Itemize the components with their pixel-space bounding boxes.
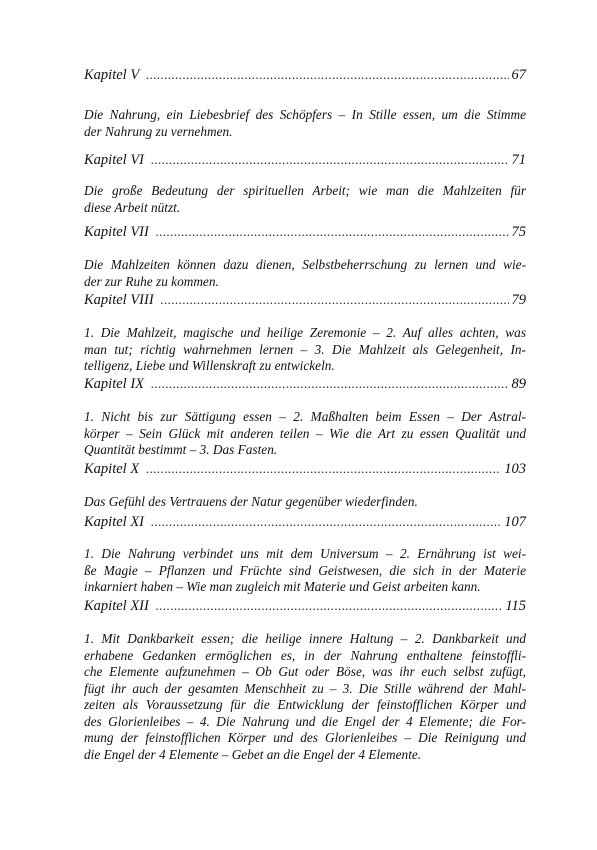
page-number: 115 (505, 598, 526, 614)
page-number: 67 (511, 67, 526, 83)
description-line: Die Nahrung, ein Liebesbrief des Schöpfers – In Stille essen, um die Stimme (84, 107, 526, 122)
chapter-description (84, 631, 526, 763)
description-line: erhabene Gedanken ermöglichen es, in der Nahrung enthaltene feinstoffli- (84, 647, 526, 663)
description-line: körper – Sein Glück mit anderen teilen – Wie die Art zu essen Qualität und (84, 425, 526, 441)
description-line: ße Magie – Pflanzen und Früchte sind Geistwesen, die sich in der Materie (84, 562, 526, 578)
toc-entry-kapitel-12 (84, 597, 526, 763)
chapter-description (84, 546, 526, 596)
dot-leader (161, 291, 509, 309)
description-line: Das Gefühl des Vertrauens der Natur gegenüber wiederfinden. (84, 494, 418, 509)
description-line: che Elemente aufzunehmen – Ob Gut oder Böse, was ihr euch selbst zufügt, (84, 664, 526, 679)
description-line: 1. Mit Dankbarkeit essen; die heilige innere Haltung – 2. Dankbarkeit und (84, 631, 526, 646)
chapter-title: Kapitel V (84, 67, 140, 83)
toc-heading (84, 513, 526, 531)
chapter-description (84, 183, 526, 216)
description-line: mung der feinstofflichen Körper und des Glorienleibes – Die Reinigung und (84, 730, 526, 745)
chapter-title: Kapitel X (84, 461, 140, 477)
chapter-title: Kapitel XII (84, 598, 149, 614)
toc-entry-kapitel-11 (84, 513, 526, 596)
chapter-title: Kapitel VIII (84, 292, 154, 308)
dot-leader (151, 513, 501, 531)
toc-entry-kapitel-5 (84, 66, 526, 140)
page-number: 107 (504, 514, 526, 530)
toc-heading (84, 151, 526, 169)
description-line: der zur Ruhe zu kommen. (84, 273, 219, 289)
description-line: man tut; richtig wahrnehmen lernen – 3. Die Mahlzeit als Gelegenheit, In- (84, 341, 526, 357)
description-line: des Glorienleibes – 4. Die Nahrung und die Engel der 4 Elemente; die For- (84, 713, 526, 729)
description-line: 1. Die Nahrung verbindet uns mit dem Universum – 2. Ernährung ist wei- (84, 546, 526, 561)
chapter-description (84, 325, 526, 375)
description-line: die Engel der 4 Elemente – Gebet an die Engel der 4 Elemente. (84, 746, 422, 762)
dot-leader (151, 375, 508, 393)
toc-entry-kapitel-7 (84, 223, 526, 290)
chapter-title: Kapitel IX (84, 376, 145, 392)
toc-entry-kapitel-9 (84, 375, 526, 459)
description-line: Die große Bedeutung der spirituellen Arbeit; wie man die Mahlzeiten für (84, 183, 526, 198)
dot-leader (146, 66, 508, 84)
toc-entry-kapitel-8 (84, 291, 526, 375)
chapter-title: Kapitel XI (84, 514, 145, 530)
dot-leader (151, 151, 508, 169)
dot-leader (156, 223, 509, 241)
description-line: telligenz, Liebe und Willenskraft zu entwickeln. (84, 358, 335, 373)
chapter-title: Kapitel VI (84, 152, 145, 168)
chapter-description (84, 107, 526, 140)
description-line: inkarniert haben – Wie man zugleich mit Materie und Geist arbeiten kann. (84, 579, 481, 594)
toc-heading (84, 223, 526, 241)
description-line: diese Arbeit nützt. (84, 199, 181, 215)
chapter-description (84, 409, 526, 459)
dot-leader (146, 460, 501, 478)
description-line: Die Mahlzeiten können dazu dienen, Selbstbeherrschung zu lernen und wie- (84, 257, 526, 272)
description-line: der Nahrung zu vernehmen. (84, 123, 233, 139)
description-line: Quantität bestimmt – 3. Das Fasten. (84, 442, 278, 457)
chapter-title: Kapitel VII (84, 224, 149, 240)
toc-heading (84, 66, 526, 84)
chapter-description (84, 257, 526, 290)
dot-leader (156, 597, 502, 615)
toc-entry-kapitel-6 (84, 151, 526, 216)
page-number: 75 (511, 224, 526, 240)
page-number: 103 (504, 461, 526, 477)
description-line: 1. Die Mahlzeit, magische und heilige Zeremonie – 2. Auf alles achten, was (84, 325, 526, 340)
chapter-description (84, 494, 526, 511)
page-number: 89 (511, 376, 526, 392)
description-line: 1. Nicht bis zur Sättigung essen – 2. Maßhalten beim Essen – Der Astral- (84, 409, 526, 424)
toc-entry-kapitel-10 (84, 460, 526, 511)
toc-heading (84, 291, 526, 309)
toc-heading (84, 597, 526, 615)
toc-heading (84, 460, 526, 478)
description-line: fügt ihr auch der gesamten Menschheit zu – 3. Die Stille während der Mahl- (84, 680, 526, 696)
description-line: zeiten als Voraussetzung für die Entwicklung der feinstofflichen Körper und (84, 697, 526, 712)
toc-heading (84, 375, 526, 393)
page-number: 71 (511, 152, 526, 168)
page-number: 79 (511, 292, 526, 308)
